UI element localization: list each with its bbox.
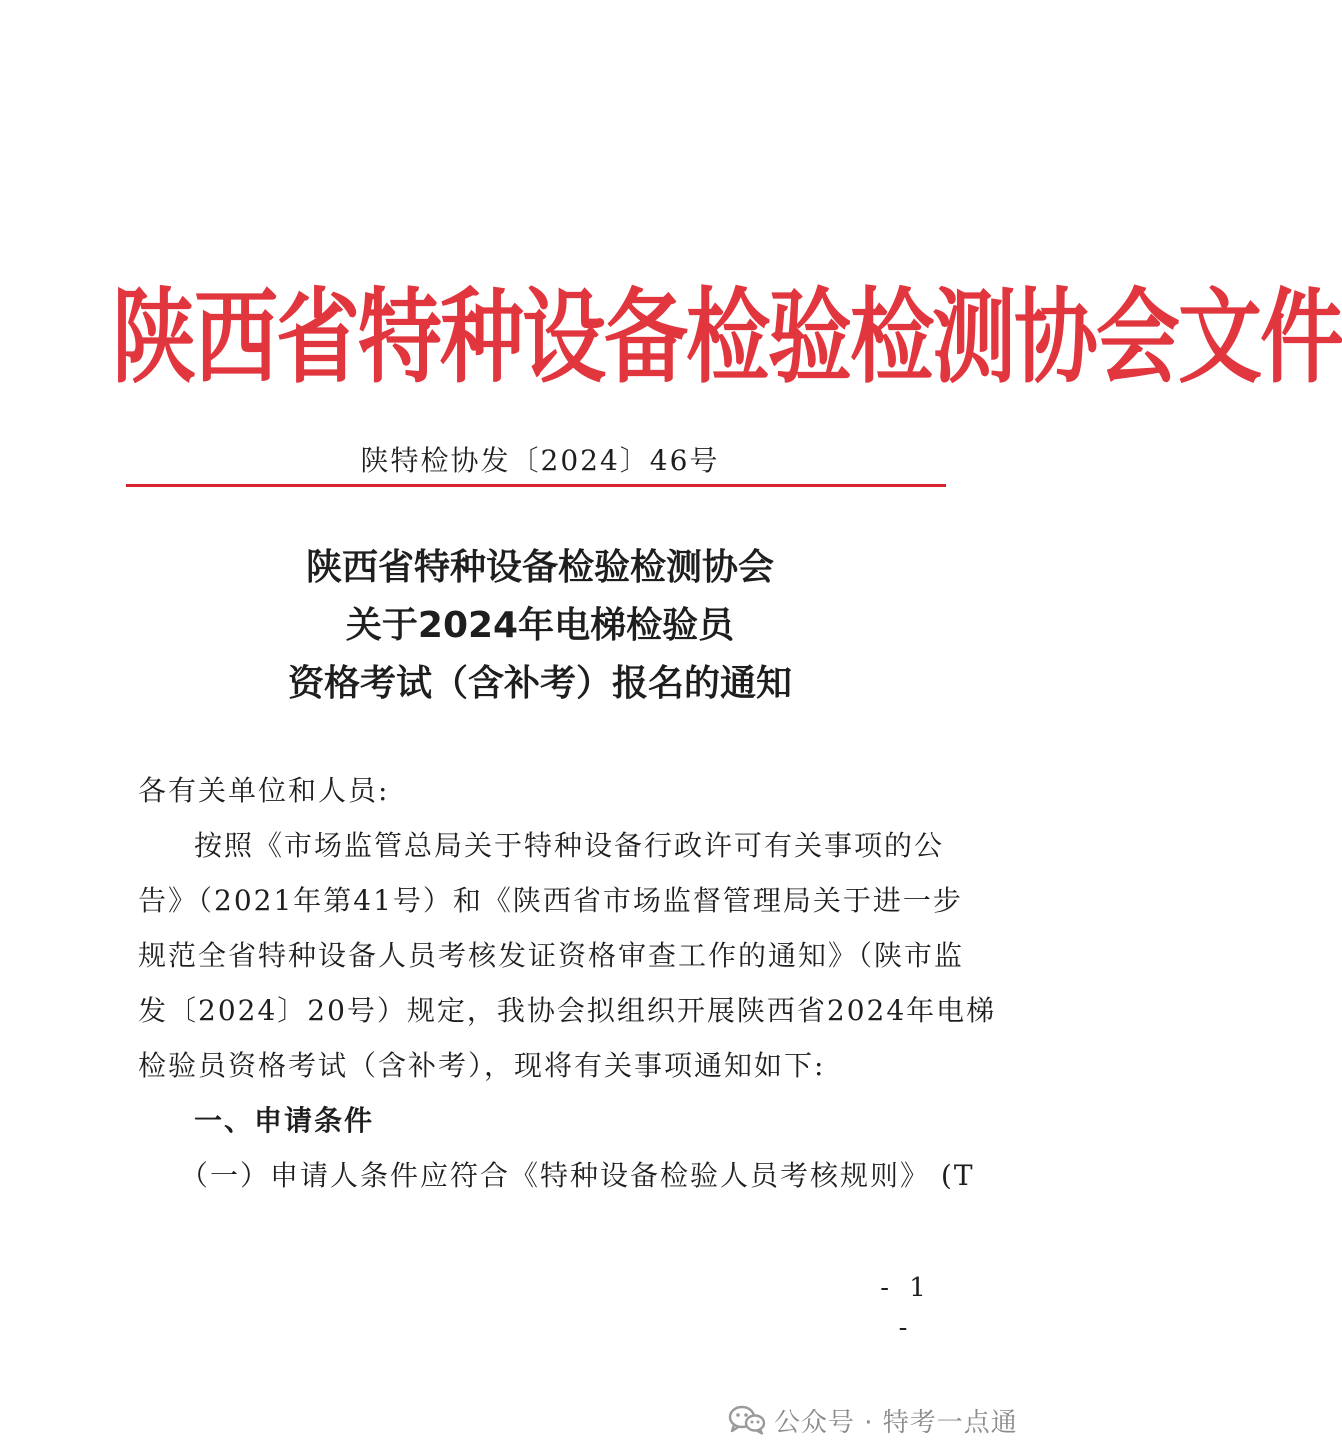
watermark-text: 公众号 · 特考一点通 [774,1407,1018,1438]
paragraph-line: 检验员资格考试（含补考），现将有关事项通知如下: [138,1049,826,1082]
paragraph-line: 按照《市场监管总局关于特种设备行政许可有关事项的公 [194,829,945,862]
page-number: - 1 - [880,1273,932,1343]
condition-item: （一）申请人条件应符合《特种设备检验人员考核规则》 (T [180,1159,975,1192]
document-number: 陕特检协发〔2024〕46号 [360,444,720,477]
paragraph-line: 发〔2024〕20号）规定，我协会拟组织开展陕西省2024年电梯 [138,994,997,1027]
section-heading: 一、申请条件 [194,1104,375,1137]
wechat-icon [728,1405,766,1435]
salutation: 各有关单位和人员: [138,774,390,807]
paragraph-line: 告》（2021年第41号）和《陕西省市场监督管理局关于进一步 [138,884,963,917]
paragraph-line: 规范全省特种设备人员考核发证资格审查工作的通知》（陕市监 [138,939,965,972]
notice-title-line-1: 陕西省特种设备检验检测协会 [305,547,774,588]
red-divider-rule [126,484,946,487]
letterhead-title: 陕西省特种设备检验检测协会文件 [112,277,1342,397]
notice-title-line-2: 关于2024年电梯检验员 [345,605,735,646]
notice-title-line-3: 资格考试（含补考）报名的通知 [287,663,792,704]
watermark [728,1400,1018,1440]
